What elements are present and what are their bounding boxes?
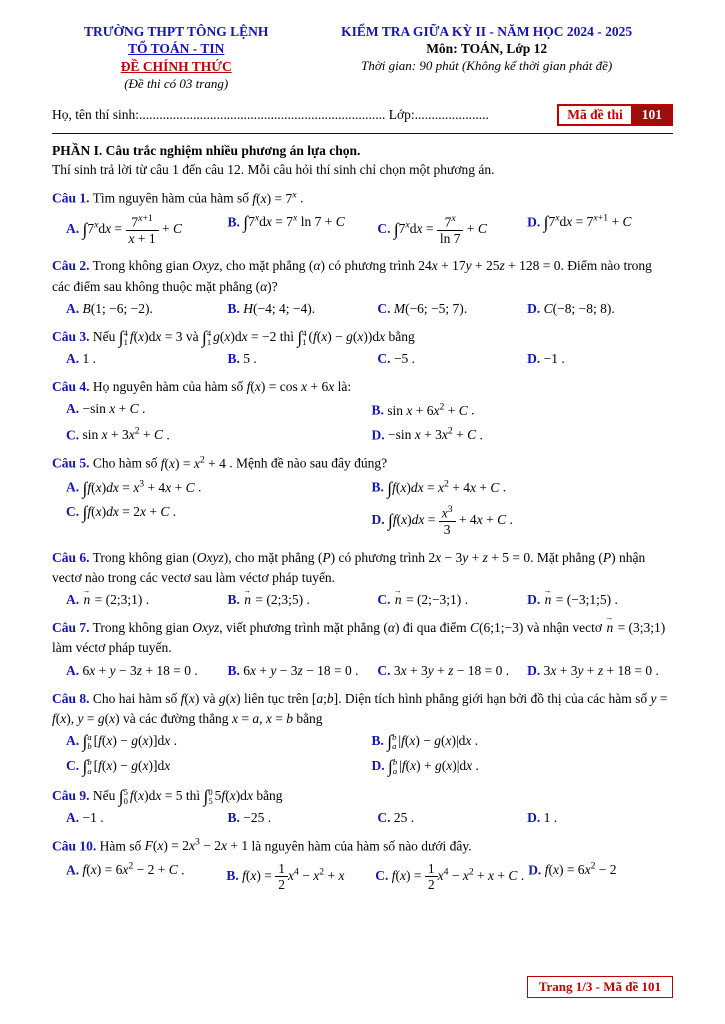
question-label: Câu 2. [52, 258, 90, 274]
answer-option-d: D. −sin $x + 3x^2 + C$ . [371, 425, 483, 443]
option-label: D. [371, 512, 385, 528]
answer-option-b: B. $\int f(x)dx = x^2 + 4x + C$ . [371, 477, 507, 498]
answer-option-a: A. 6x + y − 3z + 18 = 0 . [66, 662, 198, 678]
question-options [52, 401, 673, 443]
option-label: B. [227, 351, 240, 367]
option-label: B. [227, 809, 240, 825]
exam-title: KIỂM TRA GIỮA KỲ II - NĂM HỌC 2024 - 2025 [341, 24, 633, 39]
answer-option-a: A. 1 . [66, 351, 96, 367]
option-label: A. [66, 809, 80, 825]
option-label: B. [371, 479, 384, 495]
answer-option-b: B. −25 . [227, 809, 272, 825]
question-4 [52, 377, 673, 443]
option-label: B. [371, 733, 384, 749]
answer-option-b: B. n → = (2;3;5) . [228, 592, 374, 608]
option-label: D. [527, 351, 541, 367]
answer-option-d: D. ∫f(x)dx = $\frac{x^3}{3}$ + 4x + C . [371, 504, 513, 538]
option-label: D. [527, 809, 541, 825]
option-label: A. [66, 401, 80, 417]
option-label: C. [377, 809, 391, 825]
answer-option-a: A. ∫ a b [f(x) − g(x)]dx . [66, 731, 177, 752]
answer-option-b: B. f(x) = $\frac{1}{2}$ $x^4 - x^2 + x$ [226, 860, 345, 893]
header-divider [52, 133, 673, 134]
answer-option-c: C. ∫ b a [f(x) − g(x)]dx [66, 756, 171, 777]
answer-option-a: A. −sin x + C . [66, 401, 146, 417]
option-label: A. [66, 220, 80, 236]
option-label: B. [227, 662, 240, 678]
option-label: C. [377, 220, 391, 236]
option-label: D. [527, 214, 541, 230]
exam-type: ĐỀ CHÍNH THỨC [120, 59, 232, 74]
question-options [52, 213, 673, 247]
part1-title: PHẦN I. Câu trắc nghiệm nhiều phương án lựa chọn. [52, 143, 361, 158]
questions-list [52, 178, 673, 893]
student-name-class-line: Họ, tên thí sinh:......................................................................... Lớp:...................... [52, 107, 489, 122]
question-label: Câu 8. [52, 690, 90, 706]
option-label: C. [66, 427, 80, 443]
question-6 [52, 548, 673, 609]
answer-option-b: B. H(−4; 4; −4). [227, 300, 316, 316]
question-label: Câu 6. [52, 549, 90, 565]
option-label: D. [527, 592, 541, 608]
question-options [52, 301, 673, 317]
option-label: A. [66, 300, 80, 316]
option-label: D. [371, 757, 385, 773]
answer-option-a: A. $\int f(x)dx = x^3 + 4x + C$ . [66, 477, 202, 498]
question-stem: Câu 10. Hàm số $F(x) = 2x^3 - 2x + 1$ là nguyên hàm của hàm số nào dưới đây. [52, 836, 472, 854]
answer-option-c: C. $\sin x + 3x^2 + C$ . [66, 425, 170, 443]
answer-option-d: D. ∫ b a |f(x) + g(x)|dx . [371, 756, 479, 777]
option-label: B. [226, 867, 239, 883]
exam-duration: Thời gian: 90 phút (Không kể thời gian phát đề) [361, 58, 613, 73]
question-stem: Câu 9. Nếu ∫ 5 0 f(x)dx = 5 thì ∫ 0 5 5f(x)dx bằng [52, 785, 283, 806]
question-stem: Câu 2. Trong không gian Oxyz, cho mặt phẳng (α) có phương trình 24x + 17y + 25z + 128 = 0. Điểm nào trong các điểm sau không thuộc mặt phẳng (α)? [52, 258, 652, 294]
answer-option-c: C. 25 . [377, 809, 415, 825]
question-label: Câu 7. [52, 620, 90, 636]
answer-option-a: A. $\int 7^xdx$ = $\frac{7^{x+1}}{x + 1}$ + C [66, 212, 183, 246]
question-3 [52, 327, 673, 367]
option-label: C. [375, 867, 389, 883]
question-stem: Câu 7. Trong không gian Oxyz, viết phương trình mặt phẳng (α) đi qua điểm C(6;1;−3) và nhận vectơ n → = (3;3;1) làm véctơ pháp tuyến. [52, 618, 673, 659]
question-8 [52, 689, 673, 776]
question-stem: Câu 6. Trong không gian (Oxyz), cho mặt phẳng (P) có phương trình 2x − 3y + z + 5 = 0. Mặt phẳng (P) nhận vectơ nào trong các vectơ sau làm véctơ pháp tuyến. [52, 549, 646, 585]
answer-option-d: D. n → = (−3;1;5) . [527, 592, 673, 608]
option-label: B. [227, 214, 240, 230]
question-stem: Câu 5. Cho hàm số $f(x) = x^2 + 4$ . Mệnh đề nào sau đây đúng? [52, 454, 388, 471]
exam-code-label: Mã đề thi [567, 107, 623, 122]
option-label: B. [371, 402, 384, 418]
answer-option-a: A. −1 . [66, 809, 104, 825]
option-label: B. [227, 592, 240, 608]
page-number-box: Trang 1/3 - Mã đề 101 [527, 976, 673, 998]
answer-option-b: B. ∫ b a |f(x) − g(x)|dx . [371, 731, 479, 752]
option-label: C. [66, 504, 80, 520]
option-label: D. [371, 427, 385, 443]
answer-option-b: B. $\int 7^xdx = 7^x$ ln 7 + C [227, 212, 345, 233]
question-stem: Câu 3. Nếu ∫ 4 1 f(x)dx = 3 và ∫ 4 1 g(x)dx = −2 thì ∫ 4 1 (f(x) − g(x))dx bằng [52, 326, 415, 347]
question-label: Câu 9. [52, 787, 90, 803]
option-label: C. [377, 300, 391, 316]
answer-option-d: D. 3x + 3y + z + 18 = 0 . [527, 662, 659, 678]
question-label: Câu 1. [52, 190, 90, 206]
answer-option-a: A. $f(x) = 6x^2 - 2 + C$ . [66, 860, 185, 878]
answer-option-d: D. $f(x) = 6x^2 - 2$ [528, 860, 617, 878]
question-2 [52, 256, 673, 317]
question-label: Câu 5. [52, 455, 90, 471]
question-label: Câu 4. [52, 379, 90, 395]
option-label: A. [66, 479, 80, 495]
question-options [52, 663, 673, 679]
option-label: C. [377, 662, 391, 678]
answer-option-d: D. $\int 7^xdx = 7^{x+1} + C$ [527, 212, 632, 233]
question-options [52, 351, 673, 367]
question-5 [52, 453, 673, 537]
option-label: C. [377, 592, 391, 608]
answer-option-c: C. n → = (2;−3;1) . [377, 592, 523, 608]
question-options [52, 810, 673, 826]
part1-description: Thí sinh trả lời từ câu 1 đến câu 12. Mỗi câu hỏi thí sinh chỉ chọn một phương án. [52, 162, 495, 177]
option-label: D. [527, 662, 541, 678]
answer-option-b: B. $\sin x + 6x^2 + C$ . [371, 401, 475, 418]
question-7 [52, 618, 673, 679]
answer-option-c: C. f(x) = $\frac{1}{2}$ $x^4 - x^2 + x + C$ . [375, 860, 525, 893]
page-header [52, 24, 673, 92]
question-1 [52, 188, 673, 246]
question-options [52, 478, 673, 538]
option-label: C. [377, 351, 391, 367]
question-options [52, 733, 673, 776]
answer-option-d: D. C(−8; −8; 8). [527, 300, 615, 316]
header-right-block [300, 24, 673, 92]
answer-option-c: C. $\int 7^xdx$ = $\frac{7^x}{\ln 7}$ + C [377, 212, 487, 246]
option-label: A. [66, 733, 80, 749]
student-info-row [52, 104, 673, 126]
question-label: Câu 3. [52, 328, 90, 344]
page-footer [52, 956, 673, 998]
option-label: A. [66, 592, 80, 608]
exam-subject: Môn: TOÁN, Lớp 12 [426, 41, 548, 56]
department-name: TỔ TOÁN - TIN [127, 41, 225, 56]
answer-option-b: B. 5 . [227, 351, 257, 367]
question-stem: Câu 4. Họ nguyên hàm của hàm số f(x) = cos x + 6x là: [52, 379, 352, 395]
question-label: Câu 10. [52, 838, 97, 854]
header-left-block [52, 24, 300, 92]
question-stem: Câu 8. Cho hai hàm số f(x) và g(x) liên tục trên [a;b]. Diện tích hình phẳng giới hạn bởi đồ thị của các hàm số y = f(x), y = g(x) và các đường thẳng x = a, x = b bằng [52, 690, 668, 726]
answer-option-c: C. −5 . [377, 351, 415, 367]
answer-option-c: C. 3x + 3y + z − 18 = 0 . [377, 662, 510, 678]
answer-option-d: D. 1 . [527, 809, 558, 825]
option-label: C. [66, 757, 80, 773]
answer-option-a: A. B(1; −6; −2). [66, 300, 153, 316]
question-stem: Câu 1. Tìm nguyên hàm của hàm số $f(x) = 7^x$ . [52, 189, 304, 206]
option-label: A. [66, 862, 80, 878]
option-label: D. [528, 862, 542, 878]
answer-option-b: B. 6x + y − 3z − 18 = 0 . [227, 662, 359, 678]
option-label: A. [66, 662, 80, 678]
answer-option-a: A. n → = (2;3;1) . [66, 592, 224, 608]
answer-option-c: C. M(−6; −5; 7). [377, 300, 468, 316]
pages-note: (Đề thi có 03 trang) [124, 76, 229, 91]
option-label: A. [66, 351, 80, 367]
question-10 [52, 836, 673, 893]
option-label: D. [527, 300, 541, 316]
question-options [52, 592, 673, 608]
answer-option-c: C. ∫f(x)dx = 2x + C . [66, 502, 177, 523]
answer-option-d: D. −1 . [527, 351, 565, 367]
option-label: B. [227, 300, 240, 316]
school-name: TRƯỜNG THPT TÔNG LỆNH [83, 24, 269, 39]
question-options [52, 861, 673, 893]
exam-code-value: 101 [631, 106, 671, 124]
exam-code-box [557, 104, 673, 126]
question-9 [52, 786, 673, 826]
